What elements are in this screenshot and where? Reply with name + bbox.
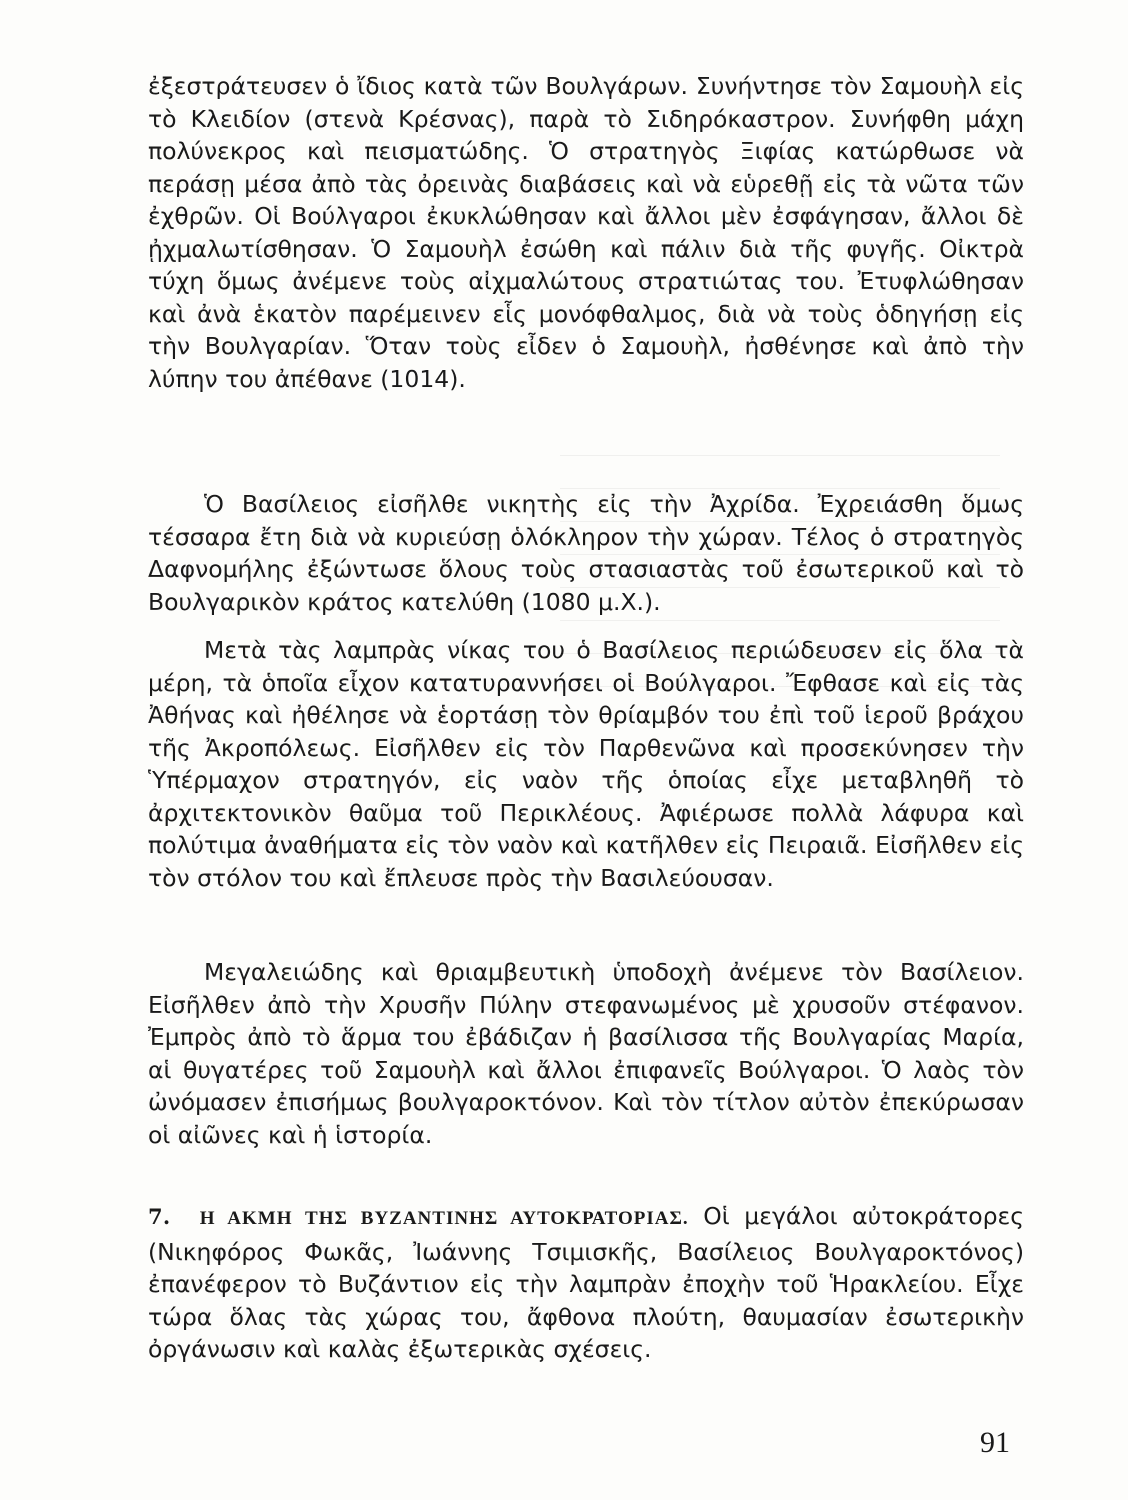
page-number: 91 <box>980 1426 1010 1459</box>
section-7 <box>148 1200 1024 1366</box>
paragraph-basil-athens <box>148 634 1024 894</box>
paragraph-text: Μεγαλειώδης καὶ θριαμβευτικὴ ὑποδοχὴ ἀνέμενε τὸν Βασίλειον. Εἰσῆλθεν ἀπὸ τὴν Χρυσῆν Πύλην στεφανωμένος μὲ χρυσοῦν στέφανον. Ἐμπρὸς ἀπὸ τὸ ἅρμα του ἐβάδιζαν ἡ βασίλισσα τῆς Βουλγαρίας Μαρία, αἱ θυγατέρες τοῦ Σαμουὴλ καὶ ἄλλοι ἐπιφανεῖς Βούλγαροι. Ὁ λαὸς τὸν ὠνόμασεν ἐπισήμως βουλγαροκτόνον. Καὶ τὸν τίτλον αὐτὸν ἐπεκύρωσαν οἱ αἰῶνες καὶ ἡ ἱστορία. <box>148 958 1024 1149</box>
section-paragraph <box>148 1200 1024 1366</box>
section-heading: Η ΑΚΜΗ ΤΗΣ ΒΥΖΑΝΤΙΝΗΣ ΑΥΤΟΚΡΑΤΟΡΙΑΣ. <box>199 1208 689 1229</box>
section-text: Οἱ μεγάλοι αὐτοκράτορες (Νικηφόρος Φωκᾶς, Ἰωάννης Τσιμισκῆς, Βασίλειος Βουλγαροκτόνος) ἐπανέφερον τὸ Βυζάντιον εἰς τὴν λαμπρὰν ἐποχὴν τοῦ Ἡρακλείου. Εἶχε τώρα ὅλας τὰς χώρας του, ἄφθονα πλούτη, θαυμασίαν ἐσωτερικὴν ὀργάνωσιν καὶ καλὰς ἐξωτερικὰς σχέσεις. <box>148 1202 1024 1363</box>
section-number: 7. <box>148 1204 171 1229</box>
paragraph-text: ἐξεστράτευσεν ὁ ἴδιος κατὰ τῶν Βουλγάρων. Συνήντησε τὸν Σαμουὴλ εἰς τὸ Κλειδίον (στενὰ Κρέσνας), παρὰ τὸ Σιδηρόκαστρον. Συνήφθη μάχη πολύνεκρος καὶ πεισματώδης. Ὁ στρατηγὸς Ξιφίας κατώρθωσε νὰ περάσῃ μέσα ἀπὸ τὰς ὀρεινὰς διαβάσεις καὶ νὰ εὑρεθῇ εἰς τὰ νῶτα τῶν ἐχθρῶν. Οἱ Βούλγαροι ἐκυκλώθησαν καὶ ἄλλοι μὲν ἐσφάγησαν, ἄλλοι δὲ ᾐχμαλωτίσθησαν. Ὁ Σαμουὴλ ἐσώθη καὶ πάλιν διὰ τῆς φυγῆς. Οἰκτρὰ τύχη ὅμως ἀνέμενε τοὺς αἰχμαλώτους στρατιώτας του. Ἐτυφλώθησαν καὶ ἀνὰ ἑκατὸν παρέμεινεν εἷς μονόφθαλμος, διὰ νὰ τοὺς ὁδηγήσῃ εἰς τὴν Βουλγαρίαν. Ὅταν τοὺς εἶδεν ὁ Σαμουὴλ, ἠσθένησε καὶ ἀπὸ τὴν λύπην του ἀπέθανε (1014). <box>148 72 1024 393</box>
paragraph-samuel-battle <box>148 70 1024 395</box>
paragraph-triumph <box>148 956 1024 1151</box>
paragraph-basil-ochrid <box>148 488 1024 618</box>
paragraph-text: Ὁ Βασίλειος εἰσῆλθε νικητὴς εἰς τὴν Ἀχρίδα. Ἐχρειάσθη ὅμως τέσσαρα ἔτη διὰ νὰ κυριεύσῃ ὁλόκληρον τὴν χώραν. Τέλος ὁ στρατηγὸς Δαφνομήλης ἐξώντωσε ὅλους τοὺς στασιαστὰς τοῦ ἐσωτερικοῦ καὶ τὸ Βουλγαρικὸν κράτος κατελύθη (1080 μ.Χ.). <box>148 490 1024 616</box>
paragraph-text: Μετὰ τὰς λαμπρὰς νίκας του ὁ Βασίλειος περιώδευσεν εἰς ὅλα τὰ μέρη, τὰ ὁποῖα εἶχον κατατυραννήσει οἱ Βούλγαροι. Ἔφθασε καὶ εἰς τὰς Ἀθήνας καὶ ἠθέλησε νὰ ἑορτάσῃ τὸν θρίαμβόν του ἐπὶ τοῦ ἱεροῦ βράχου τῆς Ἀκροπόλεως. Εἰσῆλθεν εἰς τὸν Παρθενῶνα καὶ προσεκύνησεν τὴν Ὑπέρμαχον στρατηγόν, εἰς ναὸν τῆς ὁποίας εἶχε μεταβληθῆ τὸ ἀρχιτεκτονικὸν θαῦμα τοῦ Περικλέους. Ἀφιέρωσε πολλὰ λάφυρα καὶ πολύτιμα ἀναθήματα εἰς τὸν ναὸν καὶ κατῆλθεν εἰς Πειραιᾶ. Εἰσῆλθεν εἰς τὸν στόλον του καὶ ἔπλευσε πρὸς τὴν Βασιλεύουσαν. <box>148 636 1024 892</box>
